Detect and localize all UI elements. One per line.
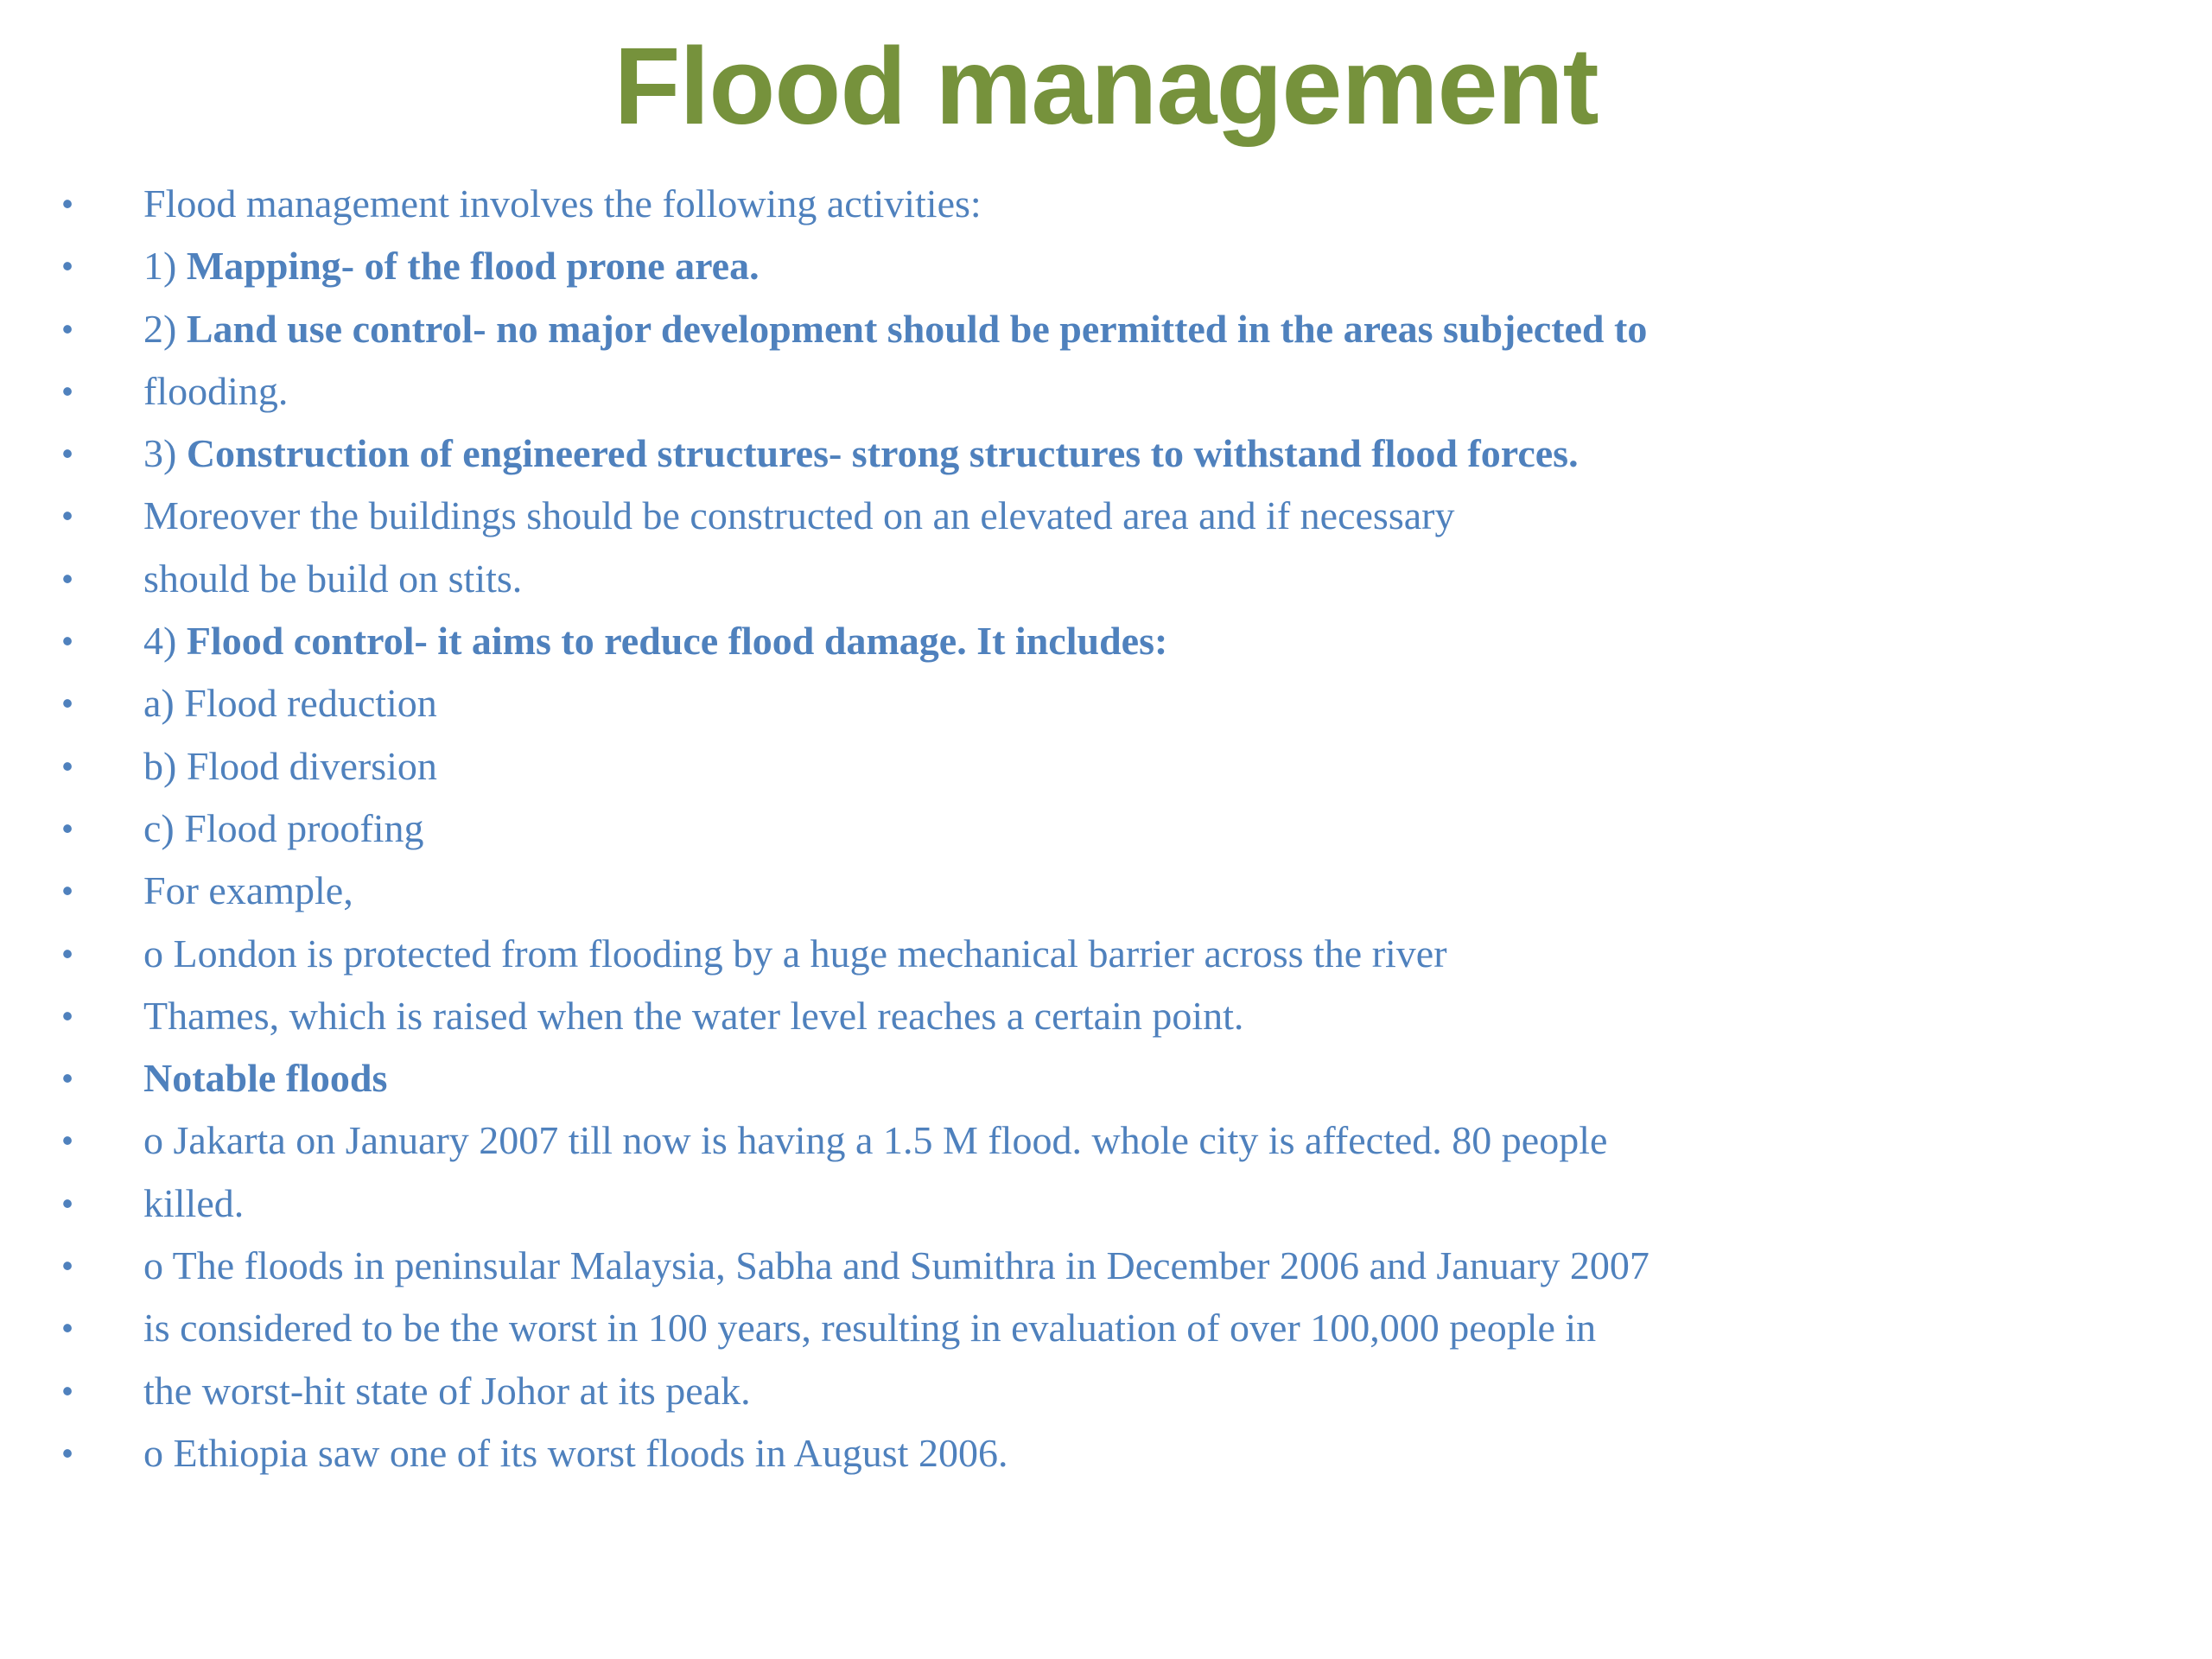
bullet-body: Flood control- it aims to reduce flood damage. It includes: — [186, 619, 1168, 664]
bullet-text — [143, 798, 424, 860]
bullet-text — [143, 1297, 1596, 1359]
bullet-body: flooding. — [143, 368, 289, 413]
slide-title: Flood management — [613, 25, 1599, 147]
bullet-body: o London is protected from flooding by a huge mechanical barrier across the river — [143, 931, 1447, 976]
bullet-item — [0, 985, 2074, 1047]
bullet-dot-icon: • — [61, 1310, 73, 1346]
bullet-body: c) Flood proofing — [143, 805, 424, 850]
bullet-item — [0, 423, 2074, 485]
bullet-dot-icon: • — [61, 435, 73, 472]
bullet-item — [0, 923, 2074, 985]
bullet-number: 2) — [143, 306, 187, 351]
bullet-text — [143, 860, 353, 922]
bullet-body: For example, — [143, 868, 353, 913]
bullet-item — [0, 485, 2074, 547]
bullet-text — [143, 672, 437, 734]
bullet-dot-icon: • — [61, 1248, 73, 1284]
bullet-text — [143, 735, 437, 798]
bullet-body: killed. — [143, 1180, 245, 1225]
bullet-body: Notable floods — [143, 1056, 388, 1101]
bullet-body: o The floods in peninsular Malaysia, Sabha and Sumithra in December 2006 and January 2007 — [143, 1243, 1649, 1288]
bullet-text — [143, 923, 1447, 985]
bullet-dot-icon: • — [61, 186, 73, 221]
bullet-item — [0, 1422, 2074, 1484]
bullet-item — [0, 610, 2074, 672]
bullet-dot-icon: • — [61, 935, 73, 971]
bullet-item — [0, 173, 2074, 235]
bullet-dot-icon: • — [61, 685, 73, 721]
bullet-dot-icon: • — [61, 1060, 73, 1096]
bullet-body: Construction of engineered structures- strong structures to withstand flood forces. — [186, 431, 1579, 476]
bullet-dot-icon: • — [61, 747, 73, 784]
bullet-text — [143, 360, 288, 423]
bullet-dot-icon: • — [61, 623, 73, 659]
bullet-text — [143, 235, 760, 297]
bullet-body: should be build on stits. — [143, 556, 523, 601]
bullet-text — [143, 1235, 1649, 1297]
bullet-dot-icon: • — [61, 498, 73, 534]
bullet-dot-icon: • — [61, 810, 73, 846]
bullet-dot-icon: • — [61, 1185, 73, 1221]
bullet-item — [0, 360, 2074, 423]
bullet-body: a) Flood reduction — [143, 681, 437, 726]
bullet-number: 4) — [143, 619, 187, 664]
bullet-dot-icon: • — [61, 310, 73, 346]
bullet-body: Thames, which is raised when the water level reaches a certain point. — [143, 993, 1244, 1038]
bullet-body: b) Flood diversion — [143, 743, 437, 788]
bullet-item — [0, 672, 2074, 734]
bullet-dot-icon: • — [61, 873, 73, 909]
bullet-item — [0, 798, 2074, 860]
bullet-body: Moreover the buildings should be constructed on an elevated area and if necessary — [143, 493, 1455, 538]
bullet-number: 1) — [143, 244, 187, 289]
bullet-text — [143, 1422, 1007, 1484]
bullet-item — [0, 235, 2074, 297]
bullet-item — [0, 1360, 2074, 1422]
bullet-text — [143, 610, 1167, 672]
bullet-body: o Ethiopia saw one of its worst floods in August 2006. — [143, 1430, 1008, 1475]
bullet-number: 3) — [143, 431, 187, 476]
bullet-body: the worst-hit state of Johor at its peak. — [143, 1368, 751, 1413]
bullet-item — [0, 548, 2074, 610]
bullet-text — [143, 298, 1647, 360]
bullet-text — [143, 173, 982, 235]
bullet-dot-icon: • — [61, 1122, 73, 1159]
bullet-text — [143, 485, 1454, 547]
bullet-dot-icon: • — [61, 372, 73, 409]
bullet-item — [0, 1297, 2074, 1359]
bullet-item — [0, 298, 2074, 360]
bullet-item — [0, 735, 2074, 798]
bullet-item — [0, 1109, 2074, 1172]
bullet-dot-icon: • — [61, 1434, 73, 1471]
bullet-text — [143, 1109, 1607, 1172]
bullet-text — [143, 1047, 387, 1109]
bullet-body: Land use control- no major development should be permitted in the areas subjected to — [186, 306, 1648, 351]
bullet-text — [143, 985, 1243, 1047]
bullet-dot-icon: • — [61, 1372, 73, 1408]
bullet-body: Mapping- of the flood prone area. — [186, 244, 760, 289]
bullet-text — [143, 423, 1579, 485]
bullet-text — [143, 1173, 244, 1235]
bullet-item — [0, 860, 2074, 922]
bullet-item — [0, 1047, 2074, 1109]
bullet-item — [0, 1173, 2074, 1235]
bullet-list — [0, 173, 2074, 1484]
bullet-dot-icon: • — [61, 248, 73, 284]
bullet-body: Flood management involves the following activities: — [143, 181, 982, 226]
bullet-body: o Jakarta on January 2007 till now is having a 1.5 M flood. whole city is affected. 80 people — [143, 1118, 1608, 1163]
bullet-dot-icon: • — [61, 560, 73, 596]
bullet-text — [143, 548, 522, 610]
bullet-body: is considered to be the worst in 100 years, resulting in evaluation of over 100,000 people in — [143, 1306, 1597, 1351]
bullet-text — [143, 1360, 751, 1422]
bullet-item — [0, 1235, 2074, 1297]
bullet-dot-icon: • — [61, 997, 73, 1033]
